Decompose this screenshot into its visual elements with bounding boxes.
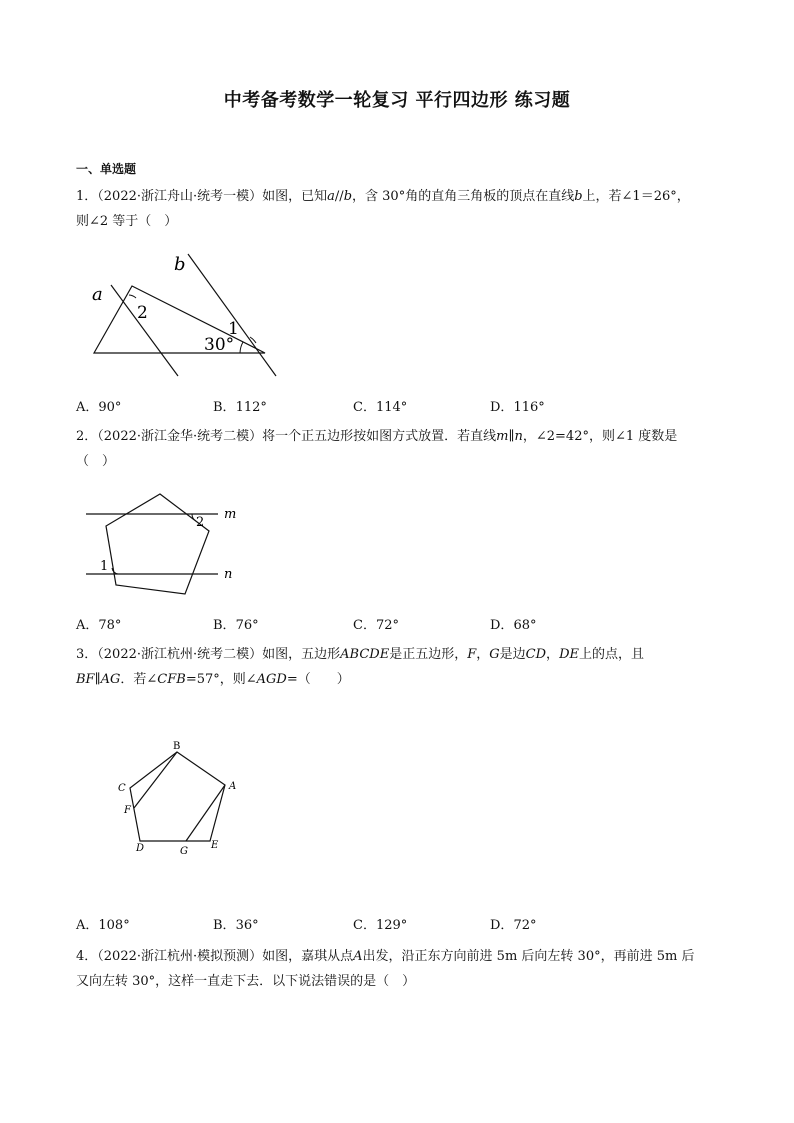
label-e: E [211, 840, 219, 851]
option-value: 112° [235, 400, 267, 415]
option-b[interactable] [213, 396, 267, 415]
question-text: 出发，沿正东方向前进 5m 后向左转 30°，再前进 5m 后 [362, 949, 695, 964]
question-text: =（ ） [286, 672, 350, 687]
figure-2 [80, 488, 250, 598]
figure-3 [110, 738, 240, 860]
label-c: C [118, 783, 126, 794]
question-source: （2022·浙江金华·统考二模） [97, 429, 263, 444]
label-d: D [136, 843, 145, 854]
var-de: DE [559, 647, 579, 662]
option-c[interactable] [353, 614, 399, 633]
option-letter: B． [213, 618, 236, 633]
question-number: 4． [76, 949, 98, 964]
question-3 [76, 642, 722, 692]
question-text: 是正五边形， [389, 647, 468, 662]
var-a: A [353, 949, 363, 964]
option-value: 129° [375, 918, 408, 933]
var-abcde: ABCDE [340, 647, 390, 662]
question-text: ．若∠ [120, 672, 158, 687]
option-letter: C． [353, 918, 376, 933]
label-b: B [173, 741, 181, 752]
option-letter: A． [76, 918, 99, 933]
option-a[interactable] [76, 914, 130, 933]
question-text: 上的点，且 [578, 647, 644, 662]
option-letter: D． [490, 918, 514, 933]
var-a: a [327, 189, 335, 204]
angle-arc-2 [129, 295, 136, 298]
option-d[interactable] [490, 614, 536, 633]
option-a[interactable] [76, 396, 121, 415]
question-text: （ ） [76, 454, 116, 469]
parallel-symbol: ∥ [94, 672, 101, 687]
question-text: 上，若∠1＝26°， [582, 189, 690, 204]
label-n: n [224, 567, 233, 582]
option-value: 72° [375, 618, 399, 633]
option-letter: D． [490, 618, 514, 633]
option-value: 68° [513, 618, 537, 633]
label-b: b [174, 254, 186, 275]
label-2: 2 [137, 303, 148, 323]
question-source: （2022·浙江杭州·统考二模） [97, 647, 263, 662]
label-1: 1 [228, 319, 239, 339]
var-f: F [467, 647, 477, 662]
question-text: 如图，嘉琪从点 [262, 949, 354, 964]
option-value: 108° [98, 918, 130, 933]
question-text: ， [476, 647, 490, 662]
question-2 [76, 424, 722, 474]
option-value: 114° [375, 400, 408, 415]
option-value: 90° [98, 400, 122, 415]
option-letter: B． [213, 400, 236, 415]
label-a: A [229, 781, 237, 792]
angle-arc-30 [240, 342, 243, 353]
section-heading: 一、单选题 [76, 162, 137, 176]
question-text: 如图，五边形 [262, 647, 341, 662]
option-a[interactable] [76, 614, 121, 633]
question-source: （2022·浙江杭州·模拟预测） [97, 949, 263, 964]
question-text: ，∠2=42°，则∠1 度数是 [522, 429, 678, 444]
option-letter: C． [353, 618, 376, 633]
option-d[interactable] [490, 914, 536, 933]
pentagon [106, 494, 209, 594]
option-letter: A． [76, 400, 99, 415]
var-cd: CD [525, 647, 547, 662]
option-letter: A． [76, 618, 99, 633]
option-d[interactable] [490, 396, 545, 415]
option-value: 78° [98, 618, 122, 633]
var-bf: BF [76, 672, 95, 687]
line-a [111, 285, 178, 376]
segment-ag [186, 785, 225, 841]
var-m: m [496, 429, 509, 444]
label-g: G [180, 846, 188, 857]
option-value: 36° [235, 918, 259, 933]
label-m: m [224, 507, 237, 522]
option-c[interactable] [353, 396, 407, 415]
question-number: 3． [76, 647, 98, 662]
line-b [188, 254, 276, 376]
option-b[interactable] [213, 614, 259, 633]
var-agd: AGD [256, 672, 287, 687]
label-a: a [92, 284, 103, 305]
question-source: （2022·浙江舟山·统考一模） [97, 189, 263, 204]
question-number: 1． [76, 189, 98, 204]
question-4 [76, 944, 722, 994]
option-value: 116° [513, 400, 545, 415]
var-b: b [343, 189, 353, 204]
question-number: 2． [76, 429, 98, 444]
parallel-symbol: ∥ [508, 429, 515, 444]
option-letter: D． [490, 400, 514, 415]
question-text: 是边 [499, 647, 526, 662]
var-cfb: CFB [157, 672, 186, 687]
question-text: 如图，已知 [262, 189, 328, 204]
var-n: n [514, 429, 523, 444]
question-text: ，含 30°角的直角三角板的顶点在直线 [352, 189, 575, 204]
label-1: 1 [100, 559, 109, 574]
option-b[interactable] [213, 914, 259, 933]
option-letter: B． [213, 918, 236, 933]
question-1 [76, 184, 722, 234]
var-b: b [574, 189, 583, 204]
page-title: 中考备考数学一轮复习 平行四边形 练习题 [223, 90, 571, 111]
figure-1 [80, 246, 290, 378]
var-ag: AG [100, 672, 121, 687]
var-g: G [489, 647, 500, 662]
question-text: 将一个正五边形按如图方式放置．若直线 [262, 429, 497, 444]
label-f: F [124, 805, 131, 816]
question-text: =57°，则∠ [185, 672, 257, 687]
label-2: 2 [196, 515, 205, 530]
label-30: 30° [204, 335, 235, 355]
option-letter: C． [353, 400, 376, 415]
pentagon-abcde [130, 752, 225, 841]
question-text: ， [546, 647, 560, 662]
question-text: 又向左转 30°，这样一直走下去．以下说法错误的是（ ） [76, 974, 416, 989]
option-value: 76° [235, 618, 259, 633]
question-text: 则∠2 等于（ ） [76, 214, 178, 229]
parallel-symbol: // [334, 189, 344, 204]
option-value: 72° [513, 918, 537, 933]
option-c[interactable] [353, 914, 407, 933]
